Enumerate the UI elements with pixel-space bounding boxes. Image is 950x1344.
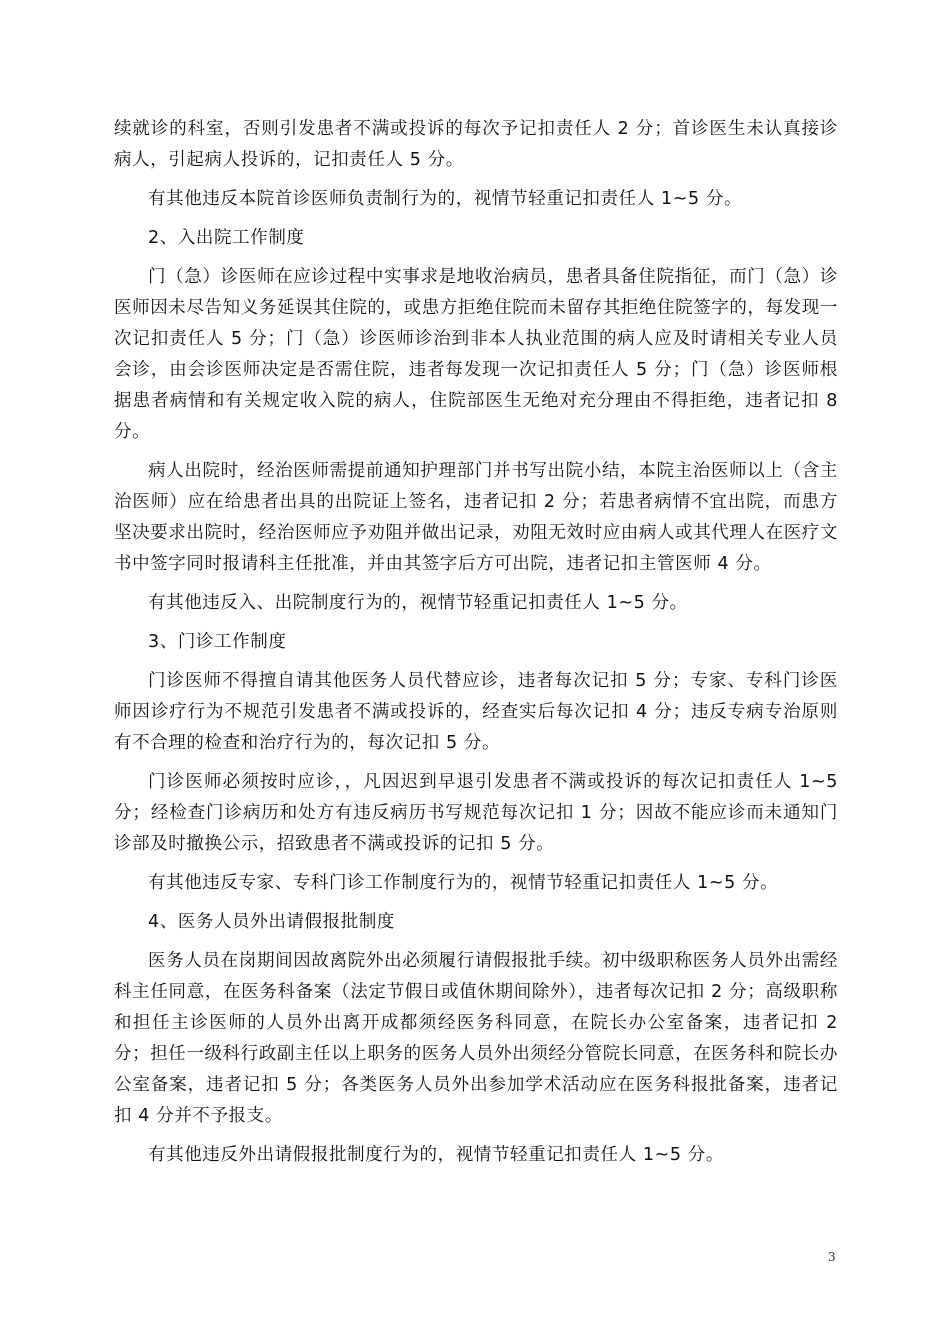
paragraph: 有其他违反外出请假报批制度行为的，视情节轻重记扣责任人 1~5 分。 bbox=[148, 1145, 724, 1165]
paragraph: 门（急）诊医师在应诊过程中实事求是地收治病员，患者具备住院指征，而门（急）诊医师因未尽告知义务延误其住院的，或患方拒绝住院而未留存其拒绝住院签字的，每发现一次记扣责任人 5 分；门（急）诊医师诊治到非本人执业范围的病人应及时请相关专业人员会诊，由会诊医师决定是否需住院，违者每发现一次记扣责任人 5 分；门（急）诊医师根据患者病情和有关规定收入院的病人，住院部医生无绝对充分理由不得拒绝，违者记扣 8 分。 bbox=[114, 267, 838, 442]
paragraph: 门诊医师必须按时应诊，，凡因迟到早退引发患者不满或投诉的每次记扣责任人 1~5 分；经检查门诊病历和处方有违反病历书写规范每次记扣 1 分；因故不能应诊而未通知门诊部及时撤换公示，招致患者不满或投诉的记扣 5 分。 bbox=[114, 772, 838, 854]
document-body bbox=[114, 114, 838, 1179]
section-heading: 3、门诊工作制度 bbox=[148, 632, 287, 652]
paragraph: 医务人员在岗期间因故离院外出必须履行请假报批手续。初中级职称医务人员外出需经科主任同意，在医务科备案（法定节假日或值休期间除外），违者每次记扣 2 分；高级职称和担任主诊医师的人员外出离开成都须经医务科同意，在院长办公室备案，违者记扣 2 分；担任一级科行政副主任以上职务的医务人员外出须经分管院长同意，在医务科和院长办公室备案，违者记扣 5 分；各类医务人员外出参加学术活动应在医务科报批备案，违者记扣 4 分并不予报支。 bbox=[114, 951, 838, 1126]
paragraph-continued: 续就诊的科室，否则引发患者不满或投诉的每次予记扣责任人 2 分；首诊医生未认真接诊病人，引起病人投诉的，记扣责任人 5 分。 bbox=[114, 119, 838, 170]
paragraph: 门诊医师不得擅自请其他医务人员代替应诊，违者每次记扣 5 分；专家、专科门诊医师因诊疗行为不规范引发患者不满或投诉的，经查实后每次记扣 4 分；违反专病专治原则有不合理的检查和治疗行为的，每次记扣 5 分。 bbox=[114, 671, 838, 753]
paragraph: 有其他违反本院首诊医师负责制行为的，视情节轻重记扣责任人 1~5 分。 bbox=[148, 189, 743, 209]
paragraph: 有其他违反入、出院制度行为的，视情节轻重记扣责任人 1~5 分。 bbox=[148, 593, 688, 613]
paragraph: 病人出院时，经治医师需提前通知护理部门并书写出院小结，本院主治医师以上（含主治医师）应在给患者出具的出院证上签名，违者记扣 2 分；若患者病情不宜出院，而患方坚决要求出院时，经治医师应予劝阻并做出记录，劝阻无效时应由病人或其代理人在医疗文书中签字同时报请科主任批准，并由其签字后方可出院，违者记扣主管医师 4 分。 bbox=[114, 461, 838, 574]
section-heading: 4、医务人员外出请假报批制度 bbox=[148, 912, 396, 932]
section-heading: 2、入出院工作制度 bbox=[148, 228, 305, 248]
paragraph: 有其他违反专家、专科门诊工作制度行为的，视情节轻重记扣责任人 1~5 分。 bbox=[148, 873, 779, 893]
page-number: 3 bbox=[828, 1250, 836, 1264]
